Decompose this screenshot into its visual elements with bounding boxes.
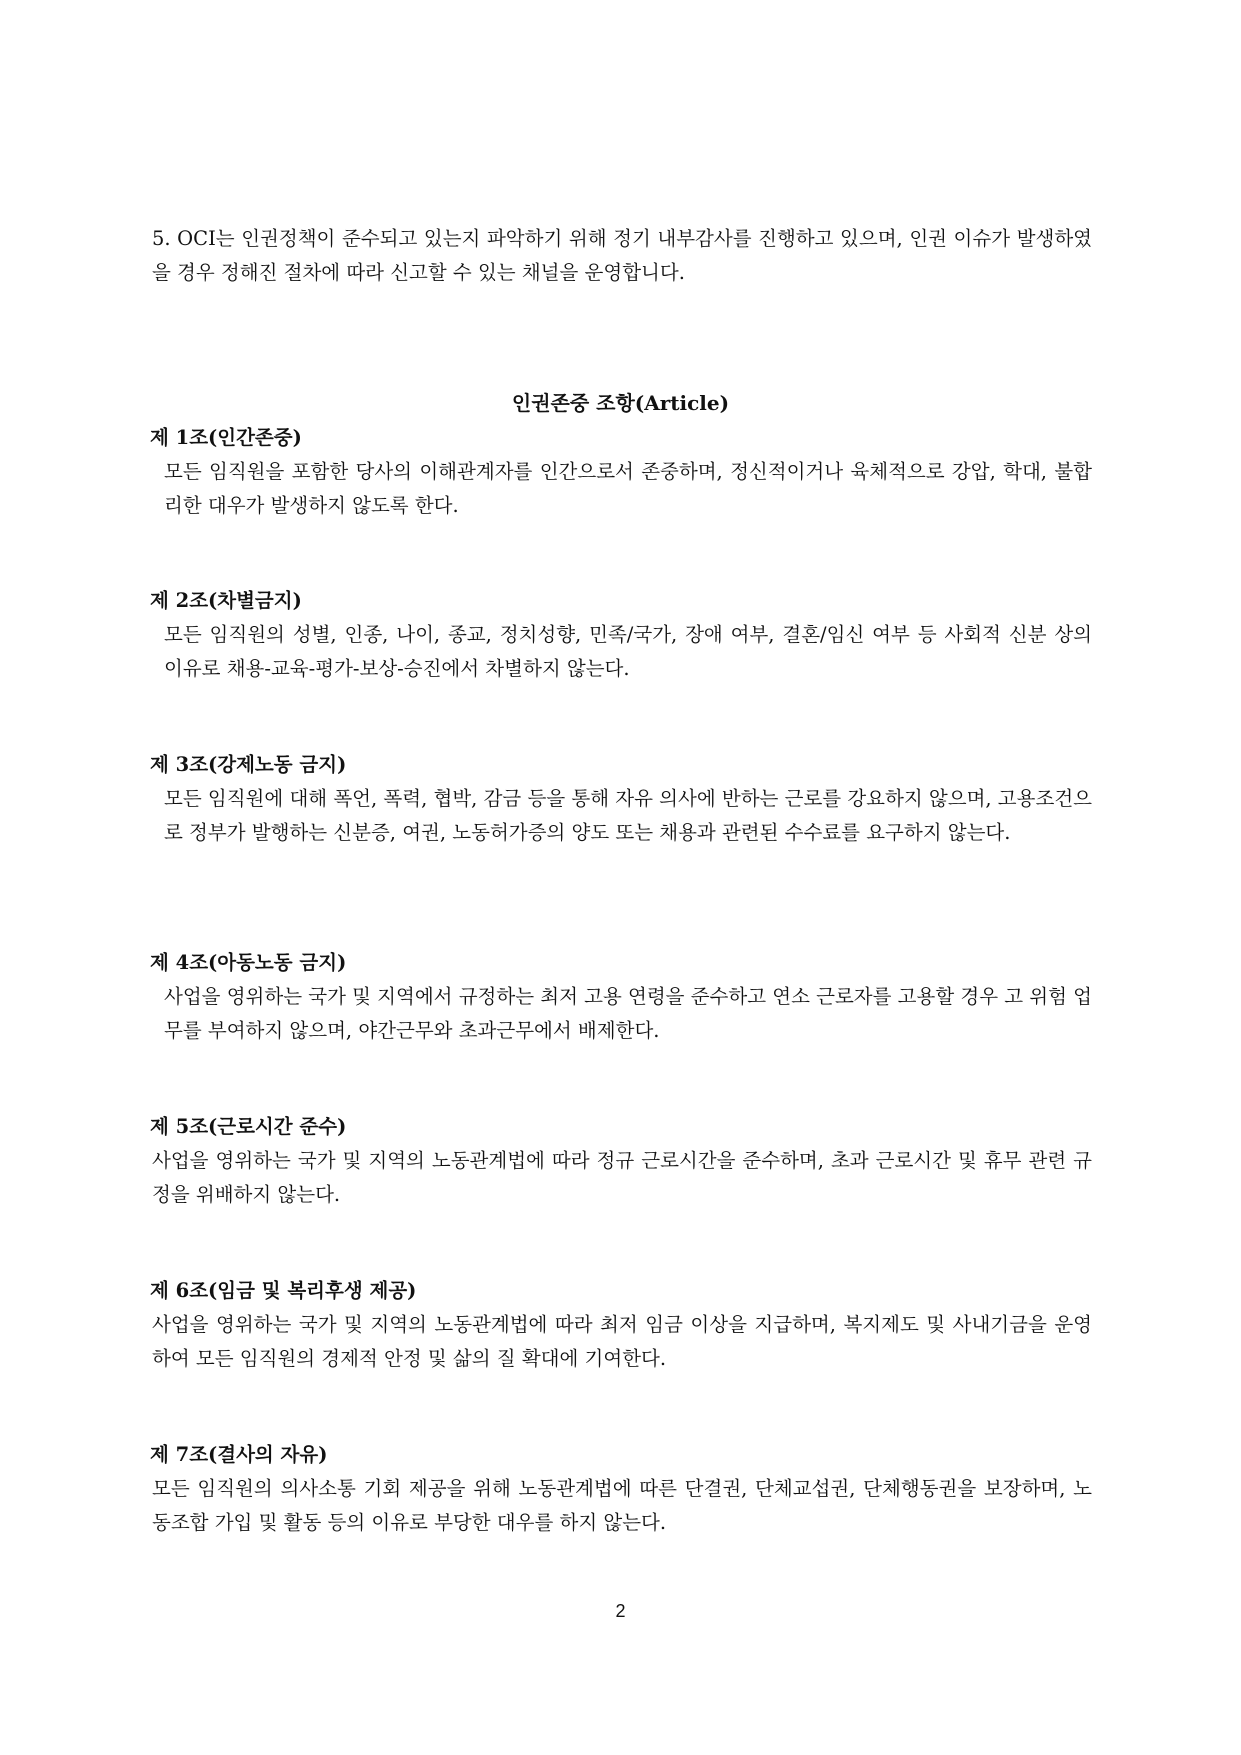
- article-body: 모든 임직원의 의사소통 기회 제공을 위해 노동관계법에 따른 단결권, 단체교섭권, 단체행동권을 보장하며, 노동조합 가입 및 활동 등의 이유로 부당한 대우를 하지 않는다.: [152, 1477, 1092, 1534]
- article-body: 사업을 영위하는 국가 및 지역에서 규정하는 최저 고용 연령을 준수하고 연소 근로자를 고용할 경우 고 위험 업무를 부여하지 않으며, 야간근무와 초과근무에서 배제한다.: [164, 985, 1093, 1042]
- article-body: 사업을 영위하는 국가 및 지역의 노동관계법에 따라 최저 임금 이상을 지급하며, 복지제도 및 사내기금을 운영하여 모든 임직원의 경제적 안정 및 삶의 질 확대에 기여한다.: [152, 1313, 1092, 1370]
- article-body: 모든 임직원의 성별, 인종, 나이, 종교, 정치성향, 민족/국가, 장애 여부, 결혼/임신 여부 등 사회적 신분 상의 이유로 채용-교육-평가-보상-승진에서 차별하지 않는다.: [164, 623, 1092, 680]
- article-5: [152, 1110, 1092, 1212]
- article-title: 제 1조(인간존중): [150, 426, 302, 449]
- article-title: 제 5조(근로시간 준수): [150, 1115, 347, 1138]
- article-title: 제 3조(강제노동 금지): [150, 753, 347, 776]
- article-4: [152, 946, 1092, 1048]
- article-1: [152, 421, 1092, 523]
- section-title: 인권존중 조항(Article): [511, 391, 730, 415]
- article-title: 제 7조(결사의 자유): [150, 1443, 328, 1466]
- article-title: 제 4조(아동노동 금지): [150, 951, 347, 974]
- article-6: [152, 1274, 1092, 1376]
- article-body: 모든 임직원에 대해 폭언, 폭력, 협박, 감금 등을 통해 자유 의사에 반하는 근로를 강요하지 않으며, 고용조건으로 정부가 발행하는 신분증, 여권, 노동허가증의 양도 또는 채용과 관련된 수수료를 요구하지 않는다.: [164, 787, 1092, 844]
- article-title: 제 2조(차별금지): [150, 589, 302, 612]
- article-2: [152, 584, 1092, 686]
- article-3: [152, 748, 1092, 850]
- article-body: 모든 임직원을 포함한 당사의 이해관계자를 인간으로서 존중하며, 정신적이거나 육체적으로 강압, 학대, 불합리한 대우가 발생하지 않도록 한다.: [164, 460, 1092, 517]
- article-7: [152, 1438, 1092, 1540]
- page-number: 2: [615, 1601, 626, 1621]
- intro-paragraph: 5. OCI는 인권정책이 준수되고 있는지 파악하기 위해 정기 내부감사를 진행하고 있으며, 인권 이슈가 발생하였을 경우 정해진 절차에 따라 신고할 수 있는 채널을 운영합니다.: [152, 227, 1092, 284]
- article-title: 제 6조(임금 및 복리후생 제공): [150, 1279, 417, 1302]
- article-body: 사업을 영위하는 국가 및 지역의 노동관계법에 따라 정규 근로시간을 준수하며, 초과 근로시간 및 휴무 관련 규정을 위배하지 않는다.: [152, 1149, 1092, 1206]
